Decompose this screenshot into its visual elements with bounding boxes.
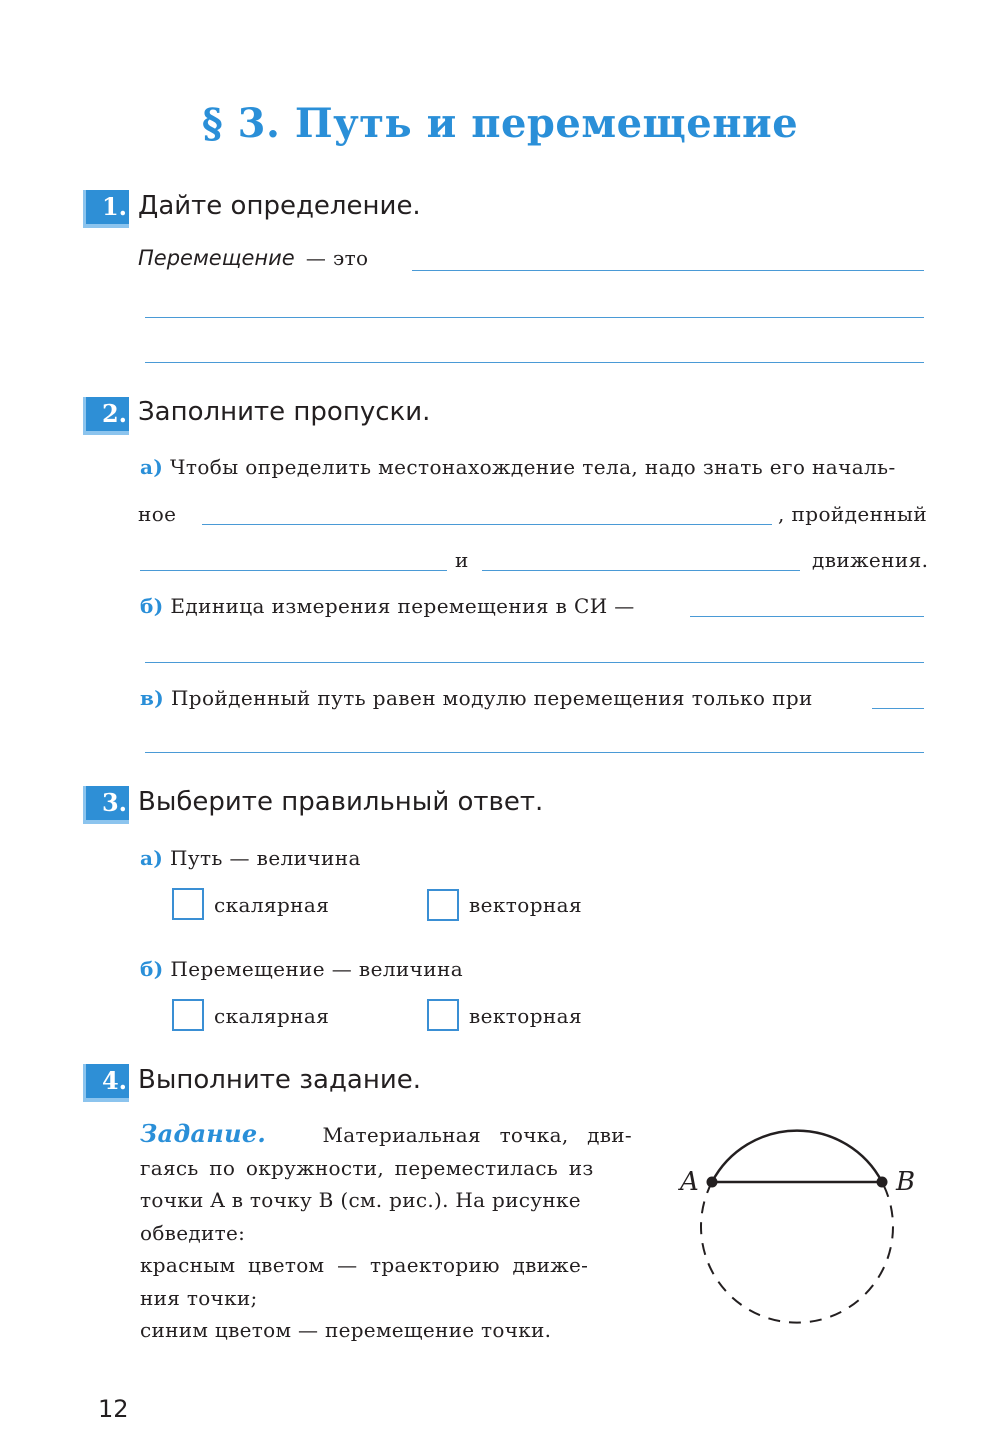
task-4-text-line-4: обведите: (140, 1220, 246, 1245)
task-4-text-line-6: ния точки; (140, 1285, 258, 1310)
task-4-text-line-5: красным цветом — траекторию движе- (140, 1253, 589, 1277)
task-2-heading: Заполните пропуски. (138, 397, 431, 427)
task-3a-label: а) (140, 846, 164, 870)
task-2c-line (140, 686, 813, 710)
task-2a-line-2-start: ное (138, 502, 177, 526)
page-number: 12 (98, 1395, 129, 1423)
task-2c-blank-2[interactable] (145, 752, 924, 753)
task-2b-blank-2[interactable] (145, 662, 924, 663)
task-4-number-badge: 4. (83, 1064, 129, 1098)
point-a-label: A (680, 1167, 699, 1197)
task-3a-line (140, 846, 361, 870)
point-a-dot (707, 1177, 718, 1188)
task-3b-scalar-label: скалярная (214, 1004, 330, 1028)
page-title: § 3. Путь и перемещение (201, 100, 799, 147)
task-2b-label: б) (140, 594, 164, 618)
task-1-answer-line-3[interactable] (145, 362, 924, 363)
task-2b-line (140, 594, 635, 618)
task-3a-scalar-checkbox[interactable] (172, 888, 204, 920)
task-3b-vector-checkbox[interactable] (427, 999, 459, 1031)
task-3b-scalar-checkbox[interactable] (172, 999, 204, 1031)
task-4-line-1 (140, 1118, 632, 1152)
task-2a-line-1 (140, 455, 896, 479)
definition-term: Перемещение (138, 246, 295, 270)
task-2c-text: Пройденный путь равен модулю перемещения только при (170, 686, 813, 710)
task-1-definition-prompt (138, 246, 369, 270)
task-4-text-line-3: точки A в точку B (см. рис.). На рисунке (140, 1188, 581, 1212)
task-2c-label: в) (140, 686, 165, 710)
task-1-number-badge: 1. (83, 190, 129, 224)
task-4-text-line-2: гаясь по окружности, переместилась из (140, 1155, 594, 1180)
task-4-text-line-7: синим цветом — перемещение точки. (140, 1318, 552, 1342)
task-3b-line (140, 957, 463, 981)
definition-prefix: — это (305, 246, 369, 270)
dashed-circle-arc (701, 1182, 893, 1323)
point-b-dot (877, 1177, 888, 1188)
task-2a-blank-1[interactable] (202, 524, 772, 525)
point-b-label: B (896, 1167, 916, 1197)
task-1-heading: Дайте определение. (138, 191, 421, 221)
task-2a-line-3-end: движения. (812, 548, 929, 572)
task-4-heading: Выполните задание. (138, 1065, 422, 1095)
task-1-answer-line-2[interactable] (145, 317, 924, 318)
task-2a-text: Чтобы определить местонахождение тела, надо знать его началь- (170, 455, 896, 479)
task-2a-line-2-end: , пройденный (778, 502, 928, 526)
task-3a-vector-checkbox[interactable] (427, 889, 459, 921)
task-3a-text: Путь — величина (170, 846, 361, 870)
task-4-text-block (140, 1118, 632, 1347)
task-2a-line-3-mid: и (455, 548, 469, 572)
task-2-number-badge: 2. (83, 397, 129, 431)
task-2a-label: а) (140, 455, 164, 479)
task-3-heading: Выберите правильный ответ. (138, 787, 544, 817)
task-2b-text: Единица измерения перемещения в СИ — (170, 594, 635, 618)
task-3b-vector-label: векторная (469, 1004, 582, 1028)
task-2a-blank-2[interactable] (140, 570, 447, 571)
trajectory-arc[interactable] (712, 1131, 882, 1182)
task-1-answer-line-1[interactable] (412, 270, 924, 271)
task-2a-blank-3[interactable] (482, 570, 800, 571)
task-3b-text: Перемещение — величина (170, 957, 464, 981)
task-2c-blank-1[interactable] (872, 708, 924, 709)
task-4-text-line-1: Материальная точка, дви- (322, 1123, 632, 1147)
task-3a-scalar-label: скалярная (214, 893, 330, 917)
circle-figure (660, 1120, 940, 1360)
task-3b-label: б) (140, 957, 164, 981)
zadanie-label: Задание. (140, 1119, 267, 1148)
task-2b-blank-1[interactable] (690, 616, 924, 617)
task-3a-vector-label: векторная (469, 893, 582, 917)
task-3-number-badge: 3. (83, 786, 129, 820)
